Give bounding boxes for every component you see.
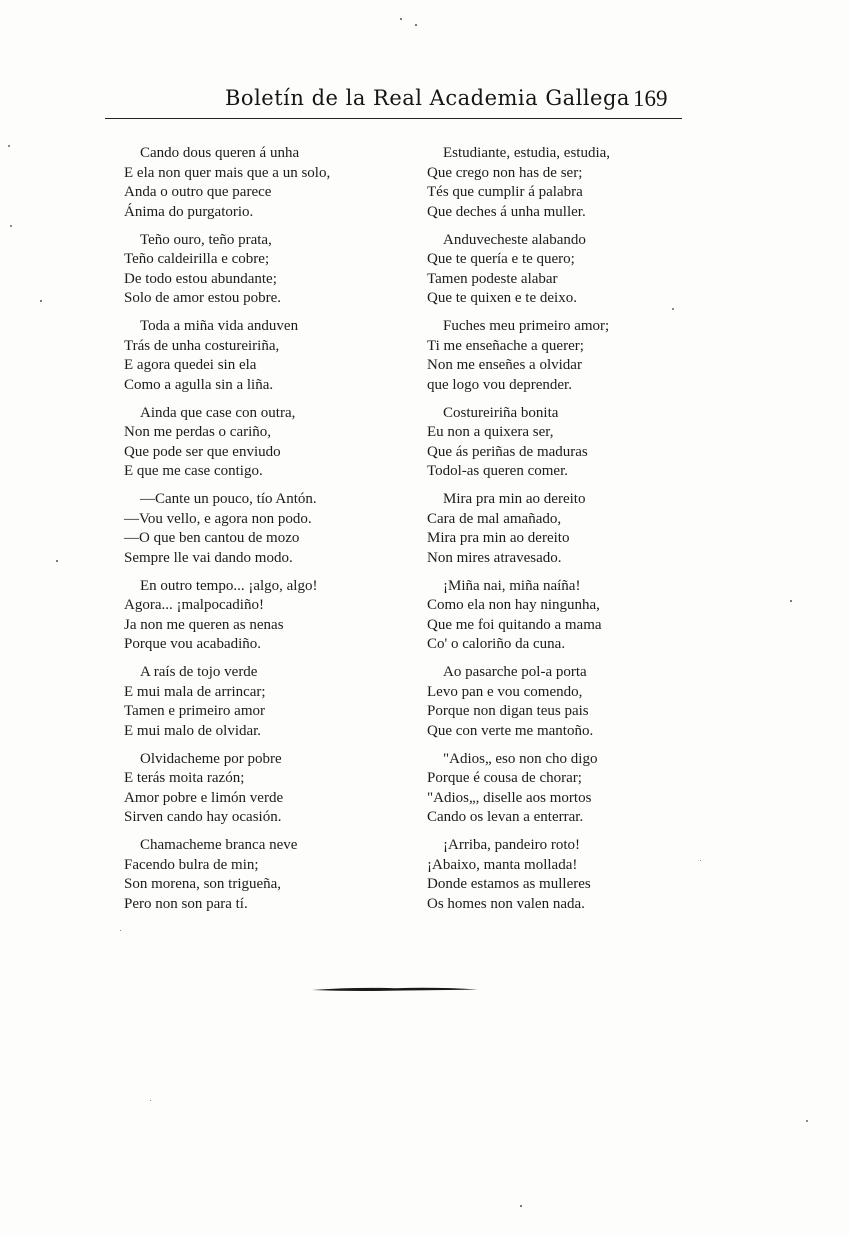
stanza (427, 663, 727, 741)
verse-line: Ja non me queren as nenas (124, 616, 284, 633)
right-verse-column (427, 144, 727, 923)
verse-line: Mira pra min ao dereito (427, 530, 570, 546)
verse-line: Mira pra min ao dereito (443, 491, 586, 507)
verse-line: Levo pan e vou comendo, (427, 683, 583, 700)
verse-line: Fuches meu primeiro amor; (443, 318, 610, 334)
verse-line: Costureiriña bonita (443, 404, 559, 421)
verse-line: Facendo bulra de min; (124, 856, 259, 873)
verse-line: Que te quería e te quero; (427, 251, 575, 267)
running-header-title: Boletín de la Real Academia Gallega (225, 86, 630, 110)
left-verse-column (124, 144, 424, 923)
stanza (427, 490, 727, 568)
verse-line: Tamen podeste alabar (427, 270, 558, 287)
verse-line: que logo vou deprender. (427, 376, 572, 393)
verse-line: Ánima do purgatorio. (124, 203, 254, 220)
verse-line: Non mires atravesado. (427, 549, 562, 566)
verse-line: —Cante un pouco, tío Antón. (140, 491, 317, 507)
verse-line: Cando os levan a enterrar. (427, 809, 584, 825)
paper-speck (790, 600, 792, 602)
verse-line: Pero non son para tí. (124, 895, 248, 912)
verse-line: Olvidacheme por pobre (140, 750, 282, 767)
stanza (427, 577, 727, 655)
verse-line: Que me foi quitando a mama (427, 616, 602, 633)
page-number: 169 (633, 86, 668, 111)
stanza (124, 317, 424, 395)
verse-line: Os homes non valen nada. (427, 895, 585, 912)
verse-line: E agora quedei sin ela (124, 357, 257, 373)
paper-speck (150, 1100, 151, 1101)
verse-line: Cara de mal amañado, (427, 510, 562, 527)
verse-line: Que ás periñas de maduras (427, 443, 588, 460)
verse-line: Tés que cumplir á palabra (427, 184, 583, 200)
verse-line: Chamacheme branca neve (140, 837, 298, 853)
verse-line: Teño caldeirilla e cobre; (124, 251, 270, 267)
paper-speck (672, 308, 674, 310)
verse-line: Como ela non hay ningunha, (427, 597, 600, 613)
verse-line: "Adios„ eso non cho digo (443, 750, 598, 767)
header-rule (105, 118, 682, 119)
verse-line: Teño ouro, teño prata, (140, 231, 272, 248)
verse-line: Eu non a quixera ser, (427, 424, 554, 440)
stanza (124, 231, 424, 309)
stanza (427, 144, 727, 222)
stanza (427, 750, 727, 828)
verse-line: E terás moita razón; (124, 770, 245, 786)
stanza (124, 490, 424, 568)
verse-line: Agora... ¡malpocadiño! (124, 597, 264, 613)
verse-line: Porque vou acabadiño. (124, 636, 262, 652)
paper-speck (400, 18, 402, 20)
verse-line: Toda a miña vida anduven (140, 318, 299, 334)
verse-line: —O que ben cantou de mozo (124, 530, 300, 546)
verse-line: Ainda que case con outra, (140, 404, 296, 421)
verse-line: E mui malo de olvidar. (124, 722, 262, 739)
verse-line: De todo estou abundante; (124, 270, 277, 287)
verse-line: Que crego non has de ser; (427, 164, 583, 181)
verse-line: Solo de amor estou pobre. (124, 290, 282, 306)
paper-speck (520, 1205, 522, 1207)
verse-line: Sempre lle vai dando modo. (124, 549, 293, 566)
verse-line: Estudiante, estudia, estudia, (443, 145, 611, 161)
verse-line: Ao pasarche pol-a porta (443, 664, 587, 680)
verse-line: Porque é cousa de chorar; (427, 770, 582, 786)
verse-line: Co' o caloriño da cuna. (427, 636, 566, 652)
stanza (427, 836, 727, 914)
stanza (124, 663, 424, 741)
verse-line: E ela non quer mais que a un solo, (124, 164, 331, 181)
paper-speck (56, 560, 58, 562)
verse-line: Anda o outro que parece (124, 184, 272, 200)
stanza (124, 836, 424, 914)
paper-speck (806, 1120, 808, 1122)
stanza (124, 404, 424, 482)
verse-line: ¡Miña nai, miña naíña! (443, 577, 581, 594)
verse-line: "Adios„, diselle aos mortos (427, 789, 592, 806)
stanza (427, 404, 727, 482)
verse-line: Trás de unha costureiriña, (124, 337, 280, 354)
verse-line: Todol-as queren comer. (427, 463, 568, 479)
verse-line: Como a agulla sin a liña. (124, 376, 274, 393)
verse-line: En outro tempo... ¡algo, algo! (140, 577, 318, 594)
verse-line: Ti me enseñache a querer; (427, 337, 584, 354)
stanza (427, 317, 727, 395)
paper-speck (415, 24, 417, 26)
verse-line: A raís de tojo verde (140, 664, 258, 680)
stanza (427, 231, 727, 309)
verse-line: Sirven cando hay ocasión. (124, 809, 282, 825)
paper-speck (8, 145, 10, 147)
paper-speck (10, 225, 12, 227)
verse-line: Amor pobre e limón verde (124, 789, 284, 806)
verse-line: Cando dous queren á unha (140, 145, 300, 161)
verse-line: ¡Abaixo, manta mollada! (427, 856, 578, 873)
verse-line: Que deches á unha muller. (427, 203, 586, 220)
verse-line: Que con verte me mantoño. (427, 722, 594, 739)
paper-speck (120, 930, 121, 931)
verse-line: Donde estamos as mulleres (427, 876, 591, 892)
verse-line: Que pode ser que enviudo (124, 443, 281, 460)
closing-ornament-rule (312, 985, 478, 993)
verse-line: Porque non digan teus pais (427, 703, 589, 719)
paper-speck (40, 300, 42, 302)
verse-line: Non me enseñes a olvidar (427, 357, 582, 373)
verse-line: E mui mala de arrincar; (124, 683, 266, 700)
stanza (124, 577, 424, 655)
verse-line: Que te quixen e te deixo. (427, 290, 577, 306)
stanza (124, 144, 424, 222)
verse-line: ¡Arriba, pandeiro roto! (443, 837, 581, 853)
verse-line: Non me perdas o cariño, (124, 424, 272, 440)
verse-line: —Vou vello, e agora non podo. (124, 510, 312, 527)
verse-line: Anduvecheste alabando (443, 231, 586, 248)
stanza (124, 750, 424, 828)
verse-line: Tamen e primeiro amor (124, 703, 265, 719)
verse-line: Son morena, son trigueña, (124, 876, 282, 892)
verse-line: E que me case contigo. (124, 463, 263, 479)
